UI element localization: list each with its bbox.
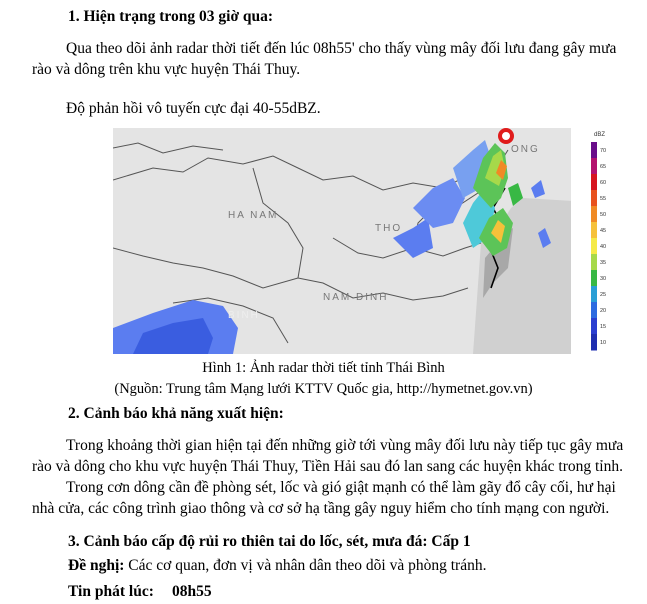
legend-tick-label: 55 [600, 196, 607, 202]
map-label-tho: THO [375, 223, 403, 234]
section1-paragraph-line2: rào và dông trên khu vực huyện Thái Thuy. [32, 61, 301, 78]
legend-swatch [591, 222, 597, 239]
suggestion-label: Đề nghị: [68, 557, 125, 574]
map-label-nam-dinh: NAM DINH [323, 292, 389, 303]
legend-tick-label: 35 [600, 260, 607, 266]
legend-swatch [591, 206, 597, 223]
map-label-binh: BINH [228, 310, 260, 321]
legend-tick-label: 30 [600, 276, 607, 282]
legend-tick-label: 50 [600, 212, 607, 218]
legend-tick-label: 70 [600, 148, 607, 154]
legend-swatch [591, 190, 597, 207]
section1-paragraph-line1: Qua theo dõi ảnh radar thời tiết đến lúc 08h55' cho thấy vùng mây đối lưu đang gây mưa [66, 40, 617, 57]
legend-tick-label: 40 [600, 244, 607, 250]
map-label-ong: ONG [511, 144, 540, 155]
legend-tick-label: 60 [600, 180, 607, 186]
legend-tick-label: 20 [600, 308, 607, 314]
section2-p1-line1: Trong khoảng thời gian hiện tại đến những giờ tới vùng mây đối lưu này tiếp tục gây mưa [66, 437, 624, 454]
legend-unit: dBZ [594, 132, 606, 138]
legend-swatch [591, 286, 597, 303]
map-label-ha-nam: HA NAM [228, 210, 279, 221]
section2-p2-line2: nhà cửa, các công trình giao thông và cơ sở hạ tầng gây nguy hiểm cho tính mạng con người. [32, 500, 610, 517]
legend-swatch [591, 334, 597, 351]
legend-swatch [591, 174, 597, 191]
section2-p2-line1: Trong cơn dông cần đề phòng sét, lốc và gió giật mạnh có thể làm gãy đổ cây cối, hư hại [66, 479, 616, 496]
suggestion-text: Các cơ quan, đơn vị và nhân dân theo dõi và phòng tránh. [124, 557, 487, 574]
legend-swatch [591, 238, 597, 255]
figure-source: (Nguồn: Trung tâm Mạng lưới KTTV Quốc gia, http://hymetnet.gov.vn) [114, 381, 533, 397]
figure-caption: Hình 1: Ảnh radar thời tiết tỉnh Thái Bình [202, 360, 445, 376]
legend-tick-label: 15 [600, 324, 607, 330]
suggestion-line [68, 557, 486, 575]
legend-tick-label: 65 [600, 164, 607, 170]
legend-swatch [591, 158, 597, 175]
section3-heading: 3. Cảnh báo cấp độ rủi ro thiên tai do lốc, sét, mưa đá: Cấp 1 [68, 533, 471, 550]
issued-label: Tin phát lúc: [68, 583, 154, 600]
section2-heading: 2. Cảnh báo khả năng xuất hiện: [68, 405, 284, 422]
legend-tick-label: 25 [600, 292, 607, 298]
legend-swatch [591, 254, 597, 271]
legend-swatch [591, 270, 597, 287]
issued-time: 08h55 [172, 583, 212, 600]
legend-color-bar [591, 142, 597, 351]
legend-swatch [591, 302, 597, 319]
legend-swatch [591, 318, 597, 335]
section1-heading: 1. Hiện trạng trong 03 giờ qua: [68, 8, 274, 25]
reflectivity-text: Độ phản hồi vô tuyến cực đại 40-55dBZ. [66, 100, 321, 117]
legend-swatch [591, 142, 597, 159]
legend-tick-label: 10 [600, 340, 607, 346]
legend-tick-label: 45 [600, 228, 607, 234]
legend-panel [571, 128, 607, 354]
radar-image [113, 128, 607, 354]
section2-p1-line2: rào và dông cho khu vực huyện Thái Thuy, Tiền Hải sau đó lan sang các huyện khác trong tỉnh. [32, 458, 623, 475]
